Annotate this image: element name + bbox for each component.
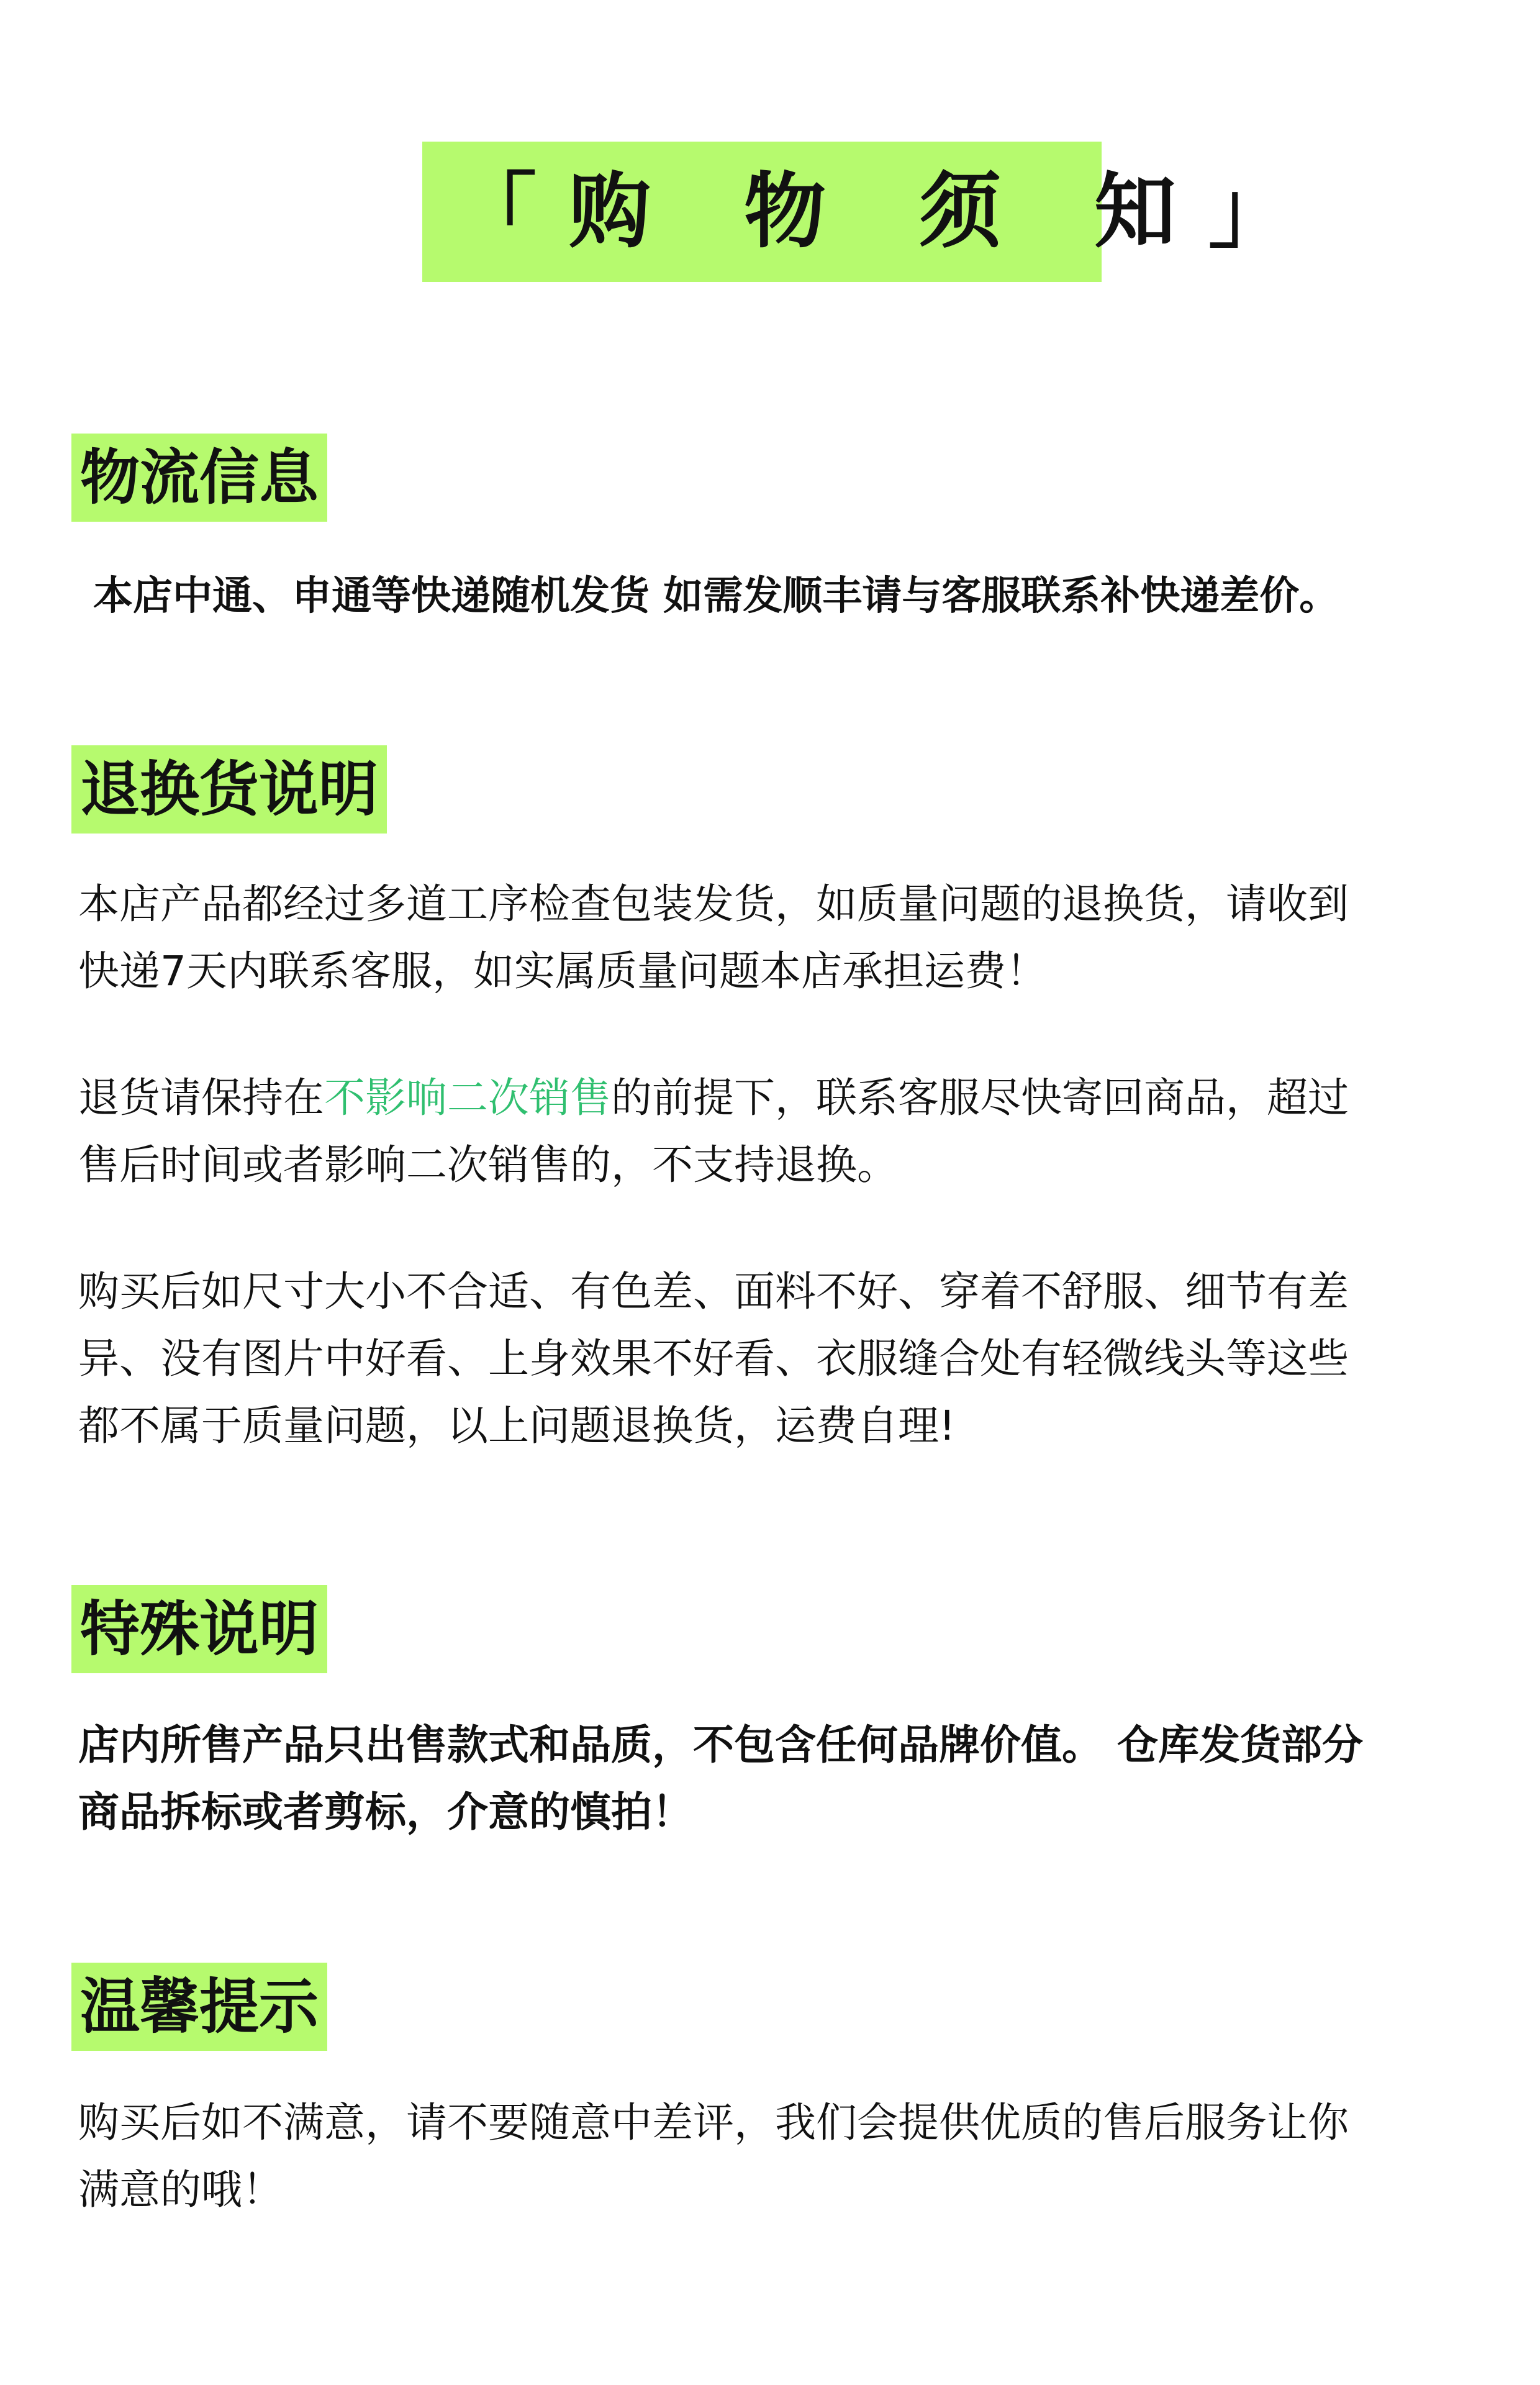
returns-p2-line-2: 售后时间或者影响二次销售的，不支持退换。 [78,1141,898,1189]
returns-paragraph-2 [78,1065,1494,1199]
special-paragraph [78,1712,1494,1846]
returns-paragraph-1 [78,871,1494,1005]
returns-p3-line-2: 异、没有图片中好看、上身效果不好看、衣服缝合处有轻微线头等这些 [78,1335,1349,1383]
page-title: 「购 物 须 知」 [422,142,1102,282]
returns-p1-line-2: 快递7天内联系客服，如实属质量问题本店承担运费！ [78,947,1047,995]
section-heading-tips: 温馨提示 [71,1963,327,2051]
returns-p3-line-1: 购买后如尺寸大小不合适、有色差、面料不好、穿着不舒服、细节有差 [78,1268,1349,1315]
special-line-2: 商品拆标或者剪标，介意的慎拍！ [78,1788,693,1836]
returns-p3-line-3: 都不属于质量问题，以上问题退换货，运费自理! [78,1402,956,1450]
returns-paragraph-3 [78,1258,1494,1460]
tips-line-2: 满意的哦！ [78,2166,283,2214]
tips-paragraph [78,2089,1494,2224]
returns-p2-pre: 退货请保持在 [78,1074,324,1122]
logistics-text [93,563,1509,630]
returns-p2-highlight: 不影响二次销售 [324,1074,611,1122]
returns-p1-line-1: 本店产品都经过多道工序检查包装发货，如质量问题的退换货，请收到 [78,880,1349,928]
section-heading-special: 特殊说明 [71,1585,327,1673]
section-heading-logistics: 物流信息 [71,434,327,522]
logistics-line-1: 本店中通、申通等快递随机发货 如需发顺丰请与客服联系补快递差价。 [93,573,1339,619]
returns-p2-post: 的前提下，联系客服尽快寄回商品，超过 [611,1074,1349,1122]
special-line-1: 店内所售产品只出售款式和品质，不包含任何品牌价值。 仓库发货部分 [78,1721,1363,1769]
section-heading-returns: 退换货说明 [71,745,387,834]
tips-line-1: 购买后如不满意，请不要随意中差评，我们会提供优质的售后服务让你 [78,2099,1349,2146]
